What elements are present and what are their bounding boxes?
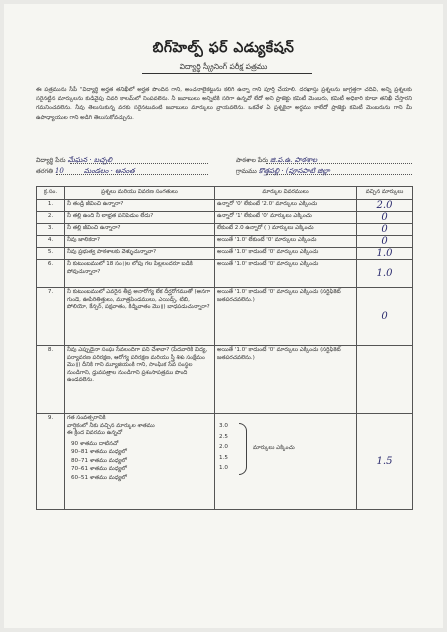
table-row <box>37 224 413 236</box>
row-score <box>357 346 413 414</box>
row-score: 0 <box>357 212 413 224</box>
scale-value: 2.5 <box>219 433 228 440</box>
table-header-row <box>37 187 413 200</box>
table-row <box>37 288 413 346</box>
row-score: 1.0 <box>357 248 413 260</box>
row-number: 4. <box>37 236 65 248</box>
row-score: 0 <box>357 236 413 248</box>
student-name-line <box>70 163 208 164</box>
row-score: 0 <box>357 288 413 346</box>
class-line <box>56 174 208 175</box>
table-row <box>37 346 413 414</box>
row-question: నీ కుటుంబములో ఎవరైన తీవ్ర అనారోగ్య లేక దీర్ఘరోగముతో (అనగా గుండె, ఊపిరితిత్తులు, మూత్రపిండములు, ఎయిడ్స్, టిబి, పోలియో, కేన్సర్, పక్షవాతం, కిడ్నివాతం మొ॥) బాధపడుచున్నారా? <box>65 288 215 346</box>
student-name-field <box>36 156 112 166</box>
village-value: కొత్తపల్లి · (పూసపాటి జిల్లా <box>258 167 330 175</box>
col-header-question: ప్రశ్నలు మరియు వివరణ సంగతులు <box>65 187 215 200</box>
row-number: 1. <box>37 200 65 212</box>
row-rule-cell <box>215 414 357 510</box>
class-field <box>36 167 135 177</box>
row-question: నీవు జాలికదా? <box>65 236 215 248</box>
row-question-sub: వార్షికంలో నీకు వచ్చిన మార్కుల శాతము <box>67 422 155 429</box>
col-header-score: వచ్చిన మార్కులు <box>357 187 413 200</box>
row-number: 7. <box>37 288 65 346</box>
scale-label: మార్కులు ఎక్కించు <box>253 445 295 451</box>
col-header-no: క్ర.సం. <box>37 187 65 200</box>
school-name-label: పాఠశాల పేరు <box>236 157 269 164</box>
level-item: 60–51 శాతము మధ్యలో <box>71 474 127 481</box>
screening-form-page <box>4 4 443 628</box>
brace-bracket <box>239 423 247 475</box>
village-label: గ్రామము <box>236 168 257 175</box>
percentage-levels <box>67 440 212 483</box>
level-item: 90 శాతము దాటినచో <box>71 440 119 447</box>
level-item: 90–81 శాతము మధ్యలో <box>71 449 127 455</box>
table-row <box>37 248 413 260</box>
scale-value: 1.5 <box>219 454 228 461</box>
table-row <box>37 260 413 288</box>
scale-values <box>219 421 228 474</box>
row-number: 5. <box>37 248 65 260</box>
row-question: గత సంవత్సరానికి <box>67 415 106 421</box>
row-question: నీ తల్లి జీవించి ఉన్నారా? <box>65 224 215 236</box>
row-number: 3. <box>37 224 65 236</box>
row-question: నీవు ప్రభుత్వ పాఠశాలకు వెళ్ళుచున్నావా? <box>65 248 215 260</box>
page-title: బిగ్‌హెల్ప్ ఫర్ ఎడ్యుకేషన్ <box>152 40 295 56</box>
class-label: తరగతి <box>36 168 53 175</box>
scale-value: 3.0 <box>219 423 228 429</box>
school-name-value: జి.ప.ఉ. పాఠశాల <box>270 156 318 164</box>
row-rule: అయితే '1.0' కాదుంటే '0' మార్కులు ఎక్కించు (సర్టిఫికెట్ జతపరచవలెను.) <box>215 288 357 346</box>
row-question: నీ తండ్రి జీవించి ఉన్నారా? <box>65 200 215 212</box>
school-name-line <box>266 163 412 164</box>
table-row <box>37 212 413 224</box>
row-rule: అయితే '1.0' కాదుంటే '0' మార్కులు ఎక్కించు <box>215 260 357 288</box>
rubric-table <box>36 186 413 510</box>
table-row <box>37 200 413 212</box>
row-score: 1.5 <box>357 414 413 510</box>
level-item: 80–71 శాతము మధ్యలో <box>71 457 127 464</box>
table-row <box>37 414 413 510</box>
row-rule: అయితే '1.0' లేకుంటే '0' మార్కులు ఎక్కించు <box>215 236 357 248</box>
village-field <box>236 167 330 177</box>
place-value: మండలం · అనంత <box>83 167 135 175</box>
row-question: నీవు ఎప్పుడైనా సంఘ సేవలందిగా పని చేశావా? (పేదవారికి విద్య, పర్యావరణ పరిరక్షణ, ఆరోగ్య పరిరక్షణ మరియు స్త్రీ శిశు సంక్షేమం మొ॥) దీనికి గాని మ్యూజియంకి గాని, సాంఘిక సేవ సంస్థల నుండిగాని, ధ్రువపత్రాల నుండిగాని ప్రశంసాపత్రము పొంది ఉండవలెను. <box>65 346 215 414</box>
row-rule: ఉన్నారో '0' లేకుంటే '2.0' మార్కులు ఎక్కించు <box>215 200 357 212</box>
row-question: నీ కుటుంబములో 18 సం।।ల లోపు గల పిల్లలందరూ బడికి పోవుచున్నారా? <box>65 260 215 288</box>
student-name-value: మేఘన · బచ్చలి <box>67 156 113 164</box>
row-score: 2.0 <box>357 200 413 212</box>
village-line <box>266 174 412 175</box>
table-row <box>37 236 413 248</box>
row-rule: లేకుంటే 2.0 ఉన్నారో ( ) మార్కులు ఎక్కించు <box>215 224 357 236</box>
school-name-field <box>236 156 317 166</box>
row-rule: ఉన్నారో '1' లేకుంటే '0' మార్కులు ఎక్కించు <box>215 212 357 224</box>
row-question-cell <box>65 414 215 510</box>
scale-value: 2.0 <box>219 444 228 450</box>
subtitle-underline <box>142 73 312 74</box>
col-header-rule: మార్కుల వివరములు <box>215 187 357 200</box>
page-subtitle: విద్యార్థి స్క్రీనింగ్ పరీక్ష పత్రము <box>179 62 268 71</box>
row-score: 0 <box>357 224 413 236</box>
marks-scale <box>217 415 354 499</box>
level-item: 70–61 శాతము మధ్యలో <box>71 466 127 472</box>
scale-value: 1.0 <box>219 465 228 471</box>
instructions-paragraph: ఈ పత్రమును సీపీ "విద్యార్థి అర్హత తనిఖీలో అర్హత పొందిన గాని, అంచనాలైకట్టును కలిగి ఉన్నా గాని పూర్తి చేయాలి. దరఖాస్తు ప్రశ్నలను జాగ్రత్తగా చదివి, అన్ని ప్రశ్నలకు సరైనట్టిన మార్కులను కుడివైపు చివరి కాలమ్‌లో నింపవలెను. నీ జవాబులు అన్నిటికి సరిగా ఉన్నవో లేదో అని ప్రాజెక్టు కమిటీ మెంబరు, కమిటీ అధికారి కూడా తనిఖీ చేస్తారని గమనించవలెను. నీవు తెలుసుకున్న వరకు సరైనటువంటి జవాబులు మార్కులు వ్రాయవలెను. ఒకవేళ ఏ ప్రశ్నకైనా అర్థము కాలేదో ప్రాజెక్టు కమిటీ మెంబరును గాని మీ ఉపాధ్యాయుల గాని అడిగి తెలుసుకోవచ్చును. <box>36 87 412 121</box>
row-number: 2. <box>37 212 65 224</box>
row-number: 6. <box>37 260 65 288</box>
row-rule: అయితే '1.0' కాదుంటే '0' మార్కులు ఎక్కించు <box>215 248 357 260</box>
row-score: 1.0 <box>357 260 413 288</box>
row-rule: అయితే '1.0' కాదుంటే '0' మార్కులు ఎక్కించు (సర్టిఫికెట్ జతపరచవలెను.) <box>215 346 357 414</box>
row-number: 9. <box>37 414 65 510</box>
row-number: 8. <box>37 346 65 414</box>
levels-intro: ఈ క్రింద వివరము ఉన్నచో <box>67 430 123 436</box>
row-question: నీ తల్లి ఉంది నీ లాభ్రత పనిపెడుం లేదు? <box>65 212 215 224</box>
class-value: 10 <box>54 167 64 175</box>
student-name-label: విద్యార్థి పేరు <box>36 157 66 164</box>
